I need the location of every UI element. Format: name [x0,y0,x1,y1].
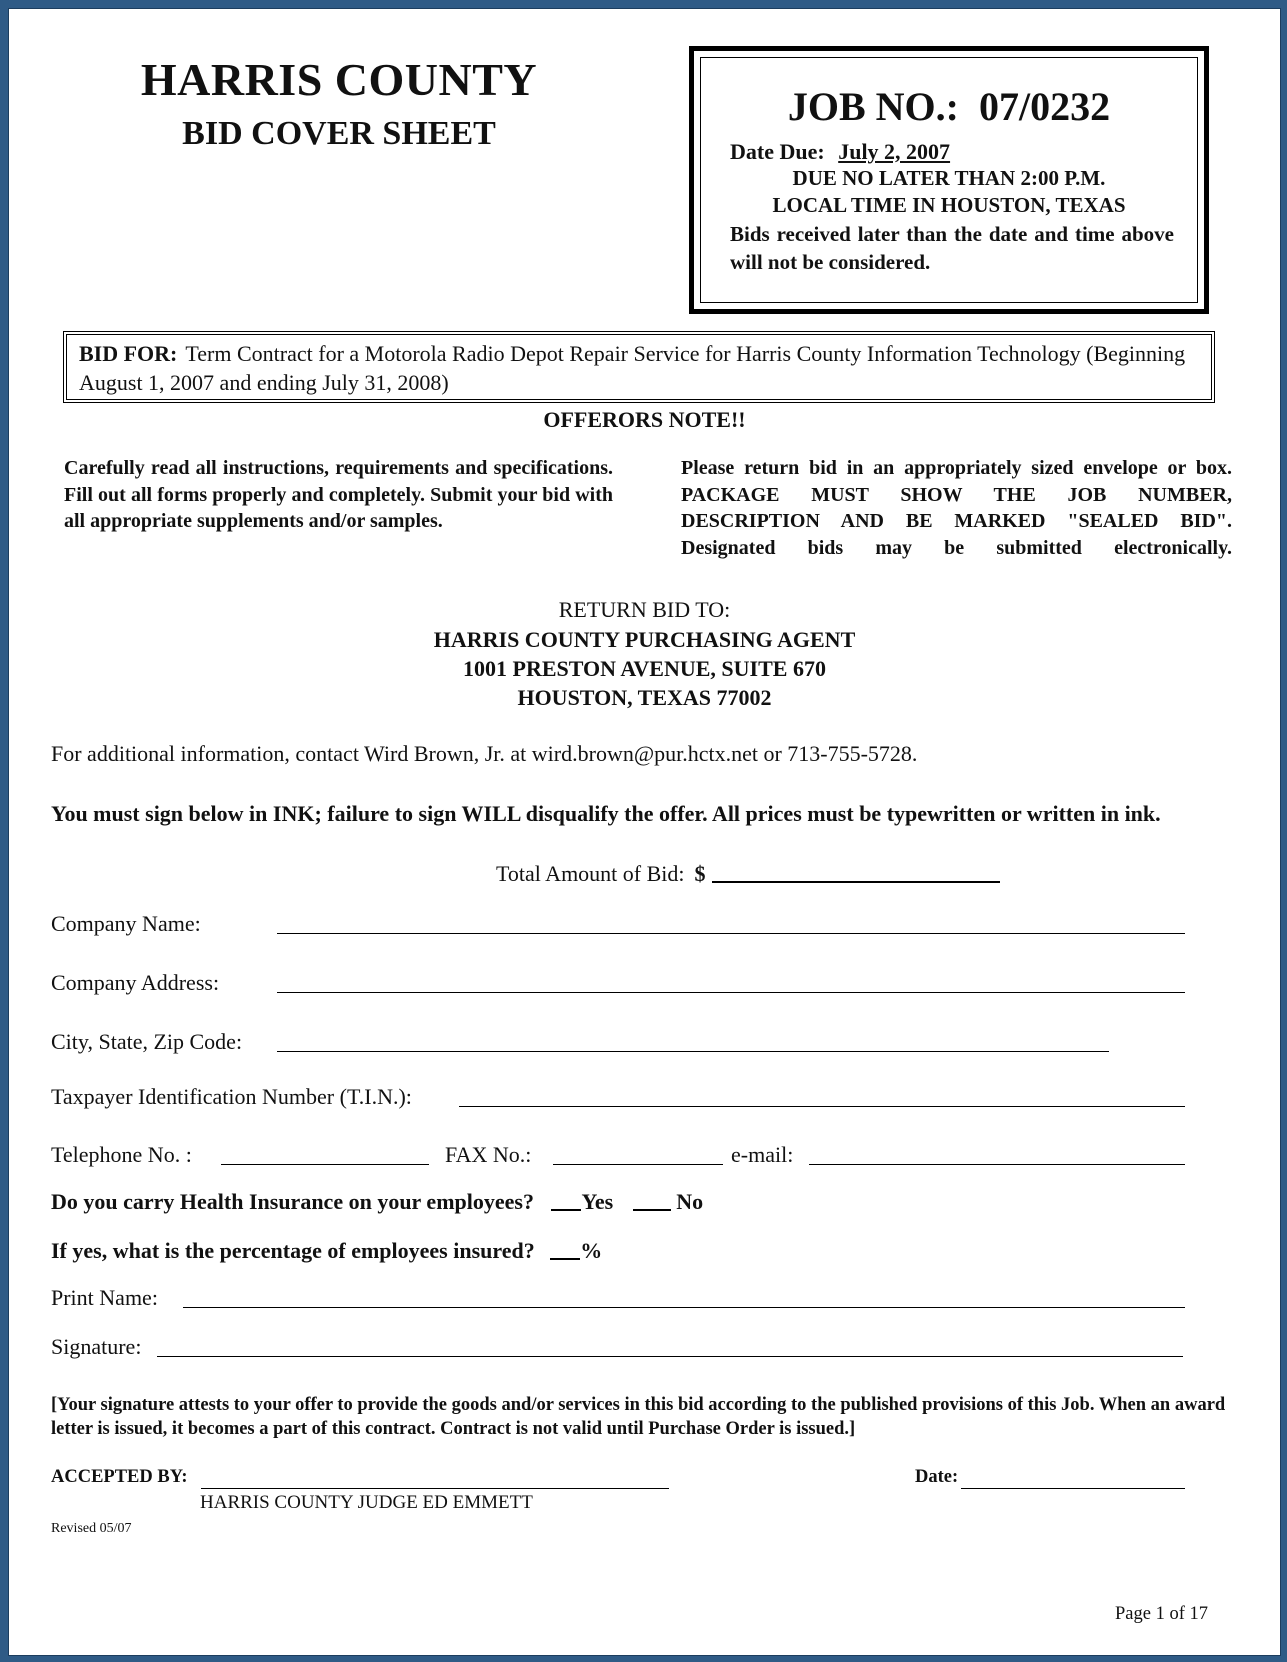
sign-in-ink-note: You must sign below in INK; failure to sign WILL disqualify the offer. All prices must be typewritten or written in ink. [51,801,1161,826]
signature-label: Signature: [51,1334,142,1359]
percent-insured-label: If yes, what is the percentage of employees insured? [51,1238,535,1263]
job-info-box [689,46,1209,314]
print-name-label: Print Name: [51,1285,158,1310]
tin-label: Taxpayer Identification Number (T.I.N.): [51,1084,412,1109]
no-blank[interactable] [633,1191,671,1211]
date-due-label: Date Due: [730,139,825,164]
late-bid-note: Bids received later than the date and time above will not be considered. [730,222,1174,274]
bid-for-text [79,339,1201,397]
contact-info: For additional information, contact Wird Brown, Jr. at wird.brown@pur.hctx.net or 713-755-5728. [51,741,918,766]
email-label: e-mail: [731,1142,794,1167]
due-location-line: LOCAL TIME IN HOUSTON, TEXAS [772,193,1126,217]
bid-for-label: BID FOR: [79,341,178,366]
company-address-label: Company Address: [51,970,220,995]
telephone-label: Telephone No. : [51,1142,192,1167]
offerors-note-left: Carefully read all instructions, requirements and specifications. Fill out all forms properly and completely. Submit your bid with all appropriate supplements and/or samples. [64,457,613,532]
dollar-sign: $ [694,861,706,886]
revised-date: Revised 05/07 [51,1521,132,1536]
bid-for-box [63,331,1215,403]
date-label: Date: [915,1467,959,1487]
total-amount-field[interactable] [712,859,1000,883]
return-street: 1001 PRESTON AVENUE, SUITE 670 [463,656,826,681]
percent-blank[interactable] [550,1240,580,1260]
offerors-note-right: Please return bid in an appropriately sized envelope or box. PACKAGE MUST SHOW THE JOB NUMBER, DESCRIPTION AND BE MARKED "SEALED BID". Designated bids may be submitted electronically. [681,457,1232,559]
page-number: Page 1 of 17 [1115,1604,1208,1624]
total-amount-row [496,859,1000,887]
city-state-zip-field[interactable] [277,1051,1109,1052]
date-due [730,139,1018,165]
due-time-line: DUE NO LATER THAN 2:00 P.M. [792,166,1106,190]
city-state-zip-label: City, State, Zip Code: [51,1029,243,1054]
bid-for-description: Term Contract for a Motorola Radio Depot Repair Service for Harris County Information Technology (Beginning August 1, 2007 and ending July 31, 2008) [79,341,1186,395]
date-field[interactable] [961,1488,1185,1489]
total-amount-label: Total Amount of Bid: [496,861,685,886]
judge-name: HARRIS COUNTY JUDGE ED EMMETT [200,1492,533,1513]
telephone-field[interactable] [221,1164,429,1165]
return-city: HOUSTON, TEXAS 77002 [517,685,772,710]
job-number [694,83,1204,130]
health-insurance-question [51,1189,703,1215]
county-title: HARRIS COUNTY [140,54,538,105]
percent-insured-question [51,1238,602,1264]
fax-field[interactable] [553,1164,723,1165]
tin-field[interactable] [459,1106,1185,1107]
email-field[interactable] [809,1164,1185,1165]
bid-cover-page [8,8,1281,1656]
return-agent: HARRIS COUNTY PURCHASING AGENT [433,627,856,652]
job-number-label: JOB NO.: [787,84,959,129]
no-label: No [676,1189,704,1214]
yes-blank[interactable] [551,1191,581,1211]
yes-label: Yes [581,1189,614,1214]
percent-sign: % [580,1238,603,1263]
signature-field[interactable] [157,1356,1183,1357]
print-name-field[interactable] [183,1307,1185,1308]
signature-attestation: [Your signature attests to your offer to provide the goods and/or services in this bid according to the published provisions of this Job. When an award letter is issued, it becomes a part of this contract. Contract is not valid until Purchase Order is issued.] [51,1395,1226,1439]
company-address-field[interactable] [277,992,1185,993]
fax-label: FAX No.: [445,1142,532,1167]
offerors-note-title: OFFERORS NOTE!! [543,407,746,432]
job-number-value: 07/0232 [979,84,1111,129]
date-due-value: July 2, 2007 [838,139,951,164]
accepted-by-field[interactable] [201,1488,669,1489]
return-bid-label: RETURN BID TO: [558,597,731,622]
accepted-by-label: ACCEPTED BY: [51,1467,188,1487]
sheet-title: BID COVER SHEET [182,115,496,152]
company-name-field[interactable] [277,933,1185,934]
company-name-label: Company Name: [51,911,201,936]
health-insurance-label: Do you carry Health Insurance on your employees? [51,1189,534,1214]
